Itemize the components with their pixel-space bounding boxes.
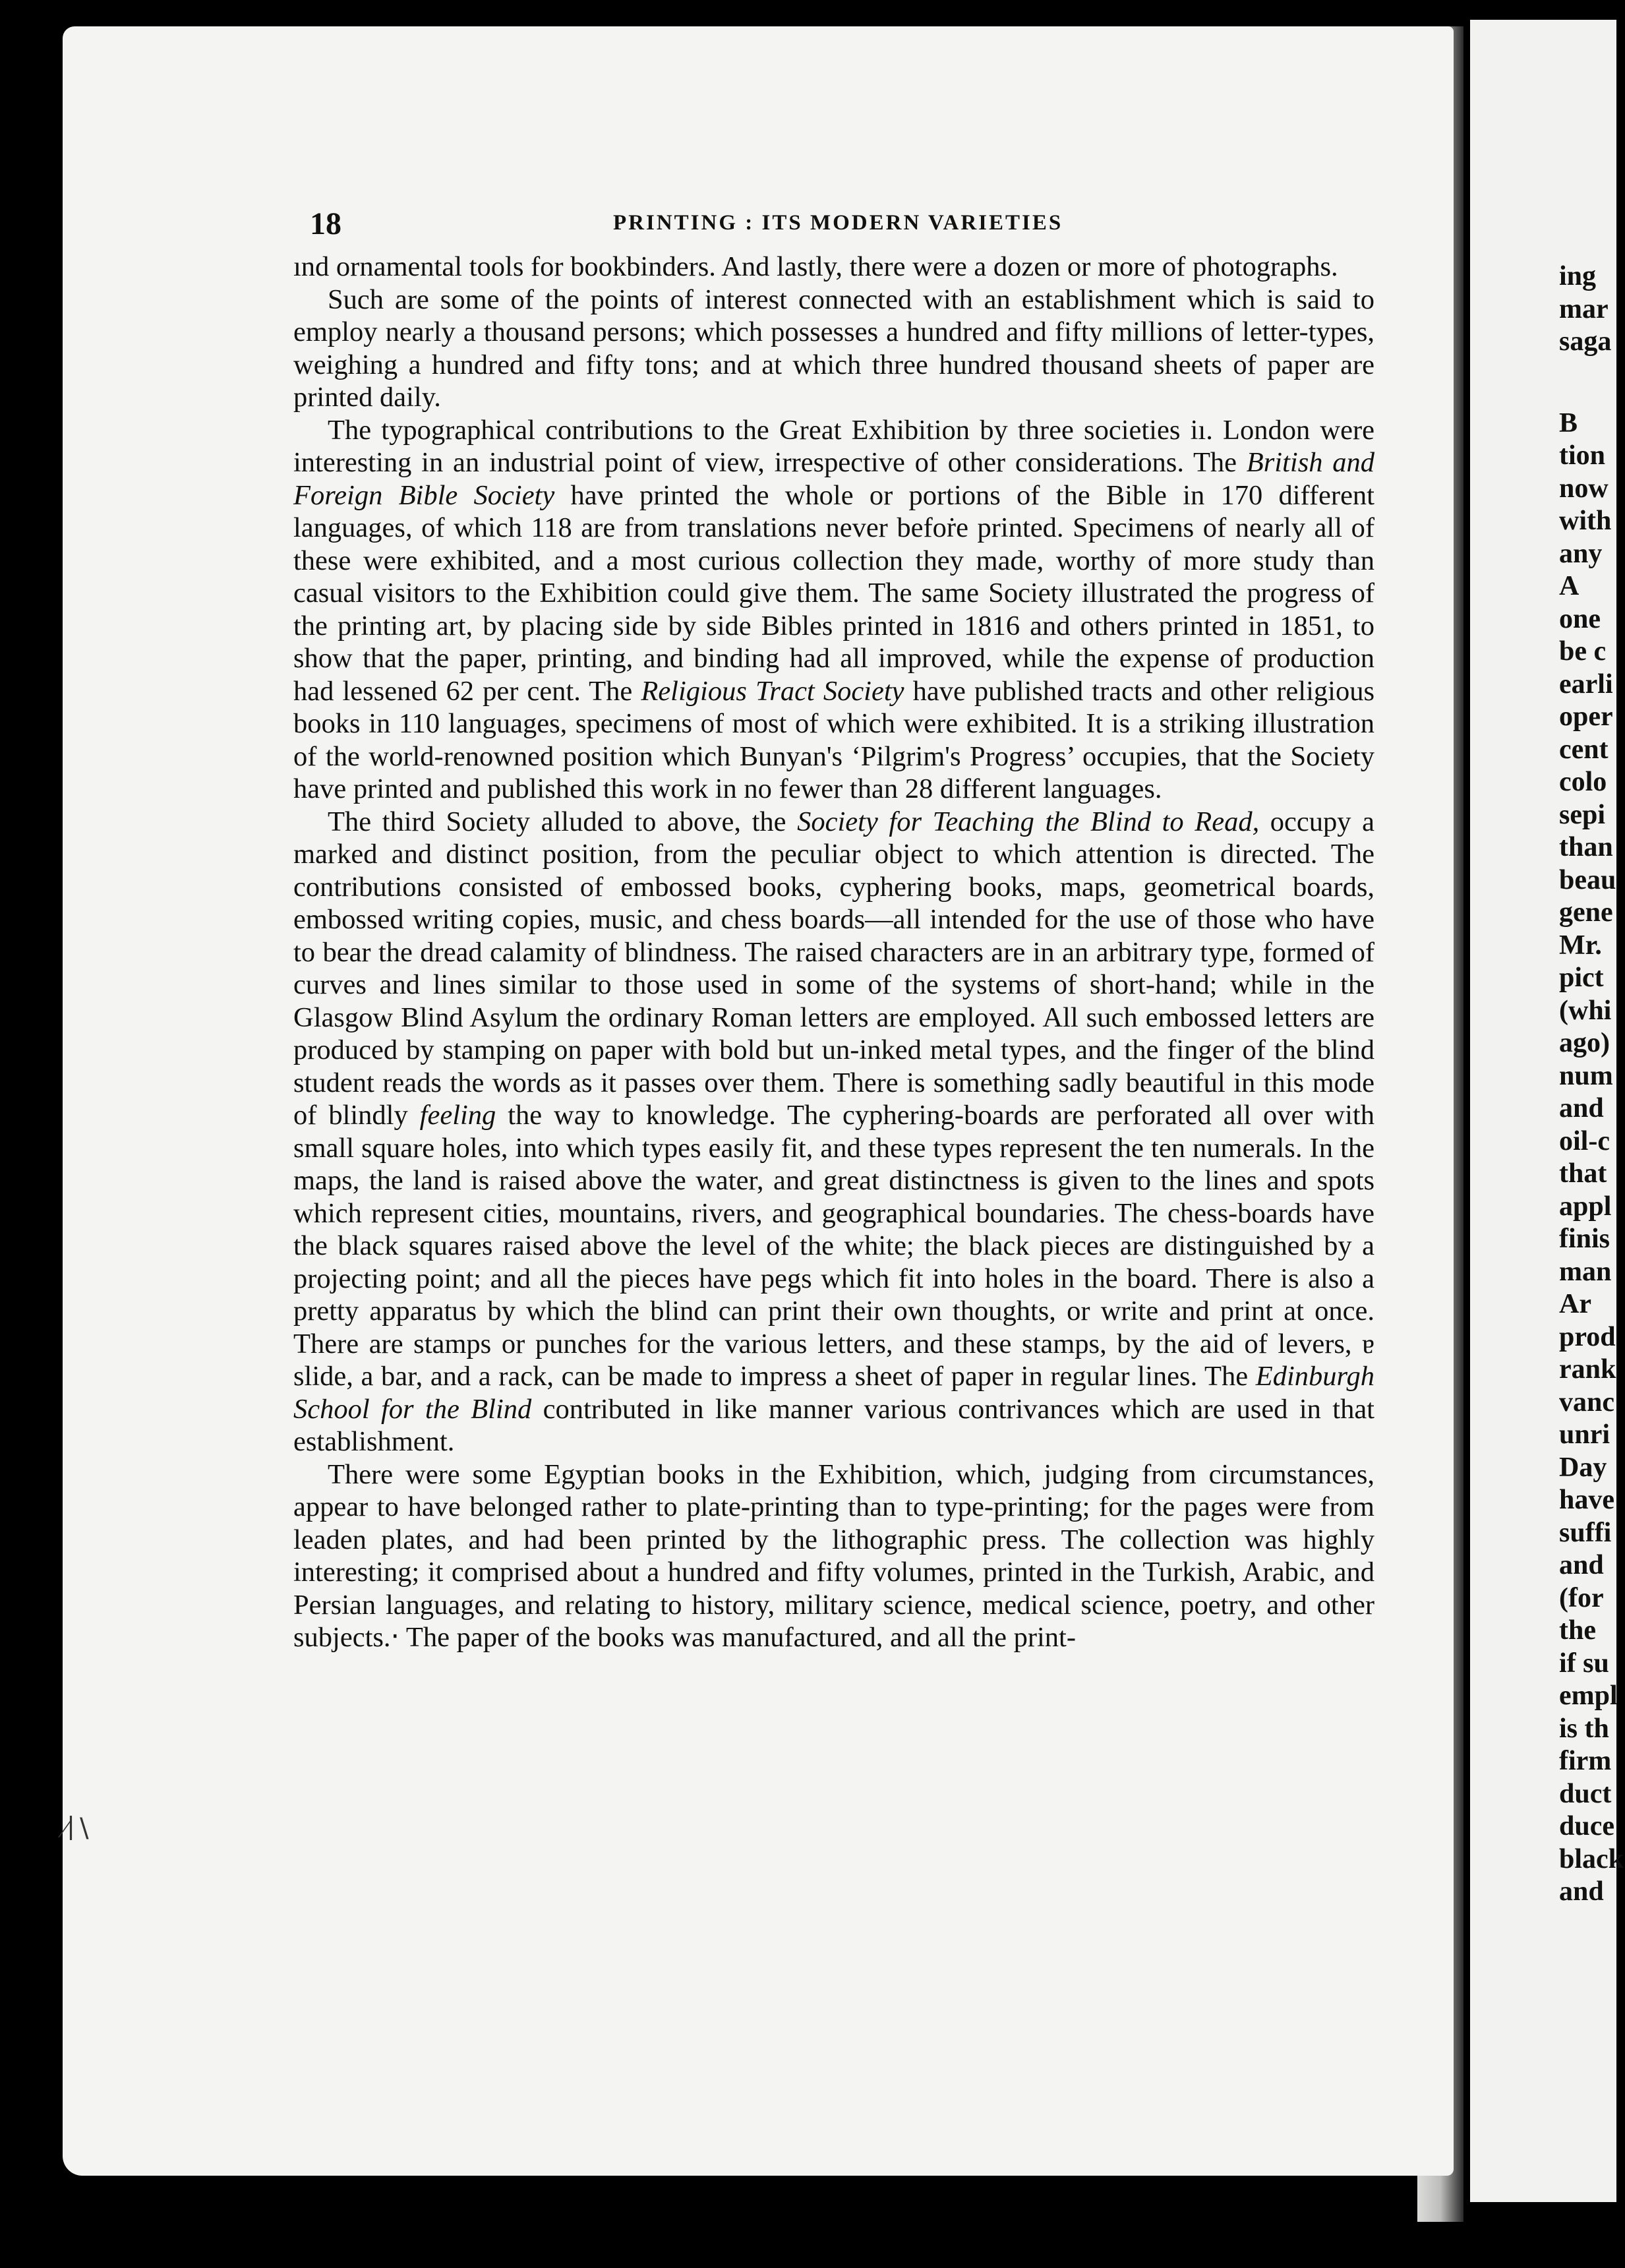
right-page-line: than [1559, 832, 1613, 862]
right-page-line: gene [1559, 897, 1613, 928]
paragraph [293, 251, 1374, 284]
paragraph-text: the way to knowledge. The cyphering-boards are perforated all over with small square holes, into which types easily fit, and these types represent the ten numerals. In the maps, the land is raised above the water, and great distinctness is given to the lines and spots which represent cities, mountains, rivers, and geographical boundaries. The chess-boards have the black squares raised above the level of the white; the black pieces are distinguished by a projecting point; and all the pieces have pegs which fit into holes in the board. There is also a pretty apparatus by which the blind can print their own thoughts, or write and print at once. There are stamps or punches for the various letters, and these stamps, by the aid of levers, ɐ slide, a bar, and a rack, can be made to impress a sheet of paper in regular lines. The [293, 1100, 1374, 1392]
right-page-line: num [1559, 1060, 1613, 1091]
right-page-line: ago) [1559, 1028, 1610, 1058]
italic-society-name: British and Foreign Bible Society [293, 447, 1374, 511]
right-page-line: is th [1559, 1713, 1609, 1744]
right-page-line: have [1559, 1485, 1614, 1515]
italic-emphasis: feeling [419, 1100, 496, 1131]
page-header [310, 206, 1365, 245]
italic-society-name: Edinburgh School for the Blind [293, 1361, 1374, 1425]
paragraph-text: The third Society alluded to above, the [328, 806, 798, 837]
paragraph-text: ınd ornamental tools for bookbinders. And lastly, there were a dozen or more of photographs. [293, 251, 1338, 282]
right-page-line: one [1559, 603, 1601, 634]
paragraph-text: The typographical contributions to the Great Exhibition by three societies iı. London were interesting in an industrial point of view, irrespective of other considerations. The [293, 414, 1374, 478]
right-page-line: Day [1559, 1452, 1607, 1483]
page-number: 18 [310, 206, 341, 241]
margin-marks: ∕∣∖ [63, 1814, 92, 1843]
paragraph-text: contributed in like manner various contrivances which are used in that establishment. [293, 1393, 1374, 1457]
right-page-line: oil-c [1559, 1125, 1610, 1156]
right-page-line: if su [1559, 1648, 1609, 1679]
right-page-line: man [1559, 1256, 1612, 1287]
right-page-line: and [1559, 1550, 1604, 1580]
right-page-line: (whi [1559, 995, 1612, 1026]
right-page-line: and [1559, 1093, 1604, 1123]
running-head: PRINTING : ITS MODERN VARIETIES [613, 211, 1063, 235]
right-page-line: empl [1559, 1681, 1618, 1711]
right-page-line: cent [1559, 734, 1609, 765]
right-page-line: saga [1559, 326, 1612, 357]
paragraph-text: occupy a marked and distinct position, from the peculiar object to which attention is directed. The contributions consisted of embossed books, cyphering books, maps, geometrical boards, embossed writing copies, music, and chess boards—all intended for the use of those who have to bear the dread calamity of blindness. The raised characters are in an arbitrary type, formed of curves and lines similar to those used in some of the systems of short-hand; while in the Glasgow Blind Asylum the ordinary Roman letters are employed. All such embossed letters are produced by stamping on paper with bold but un-inked metal types, and the finger of the blind student reads the words as it passes over them. There is something sadly beautiful in this mode of blindly [293, 806, 1374, 1131]
right-page-line: duct [1559, 1778, 1612, 1809]
right-page-text [1559, 260, 1625, 1909]
paragraph [293, 1458, 1374, 1654]
right-page-line: unri [1559, 1419, 1610, 1450]
right-page-line: and [1559, 1876, 1604, 1907]
right-page-line: any [1559, 538, 1603, 569]
right-page-line: sepi [1559, 799, 1606, 830]
right-page-line: colo [1559, 767, 1607, 797]
paragraph [293, 414, 1374, 806]
right-page-line: ing [1559, 261, 1597, 291]
right-page-line: duce [1559, 1811, 1614, 1841]
right-page-line: A [1559, 571, 1580, 601]
paragraph [293, 806, 1374, 1458]
right-page-line: rank [1559, 1354, 1616, 1385]
right-page-line: black [1559, 1843, 1624, 1874]
right-page-line: earli [1559, 669, 1613, 700]
right-page-line: be c [1559, 636, 1607, 667]
right-page-line: that [1559, 1158, 1607, 1189]
right-page-line: now [1559, 473, 1609, 504]
right-page-line: with [1559, 506, 1612, 536]
paragraph-text: have published tracts and other religious books in 110 languages, specimens of most of which were exhibited. It is a striking illustration of the world-renowned position which Bunyan's ‘Pilgrim's Progress’ occupies, that the Society have printed and published this work in no fewer than 28 different languages. [293, 675, 1375, 804]
right-page-line: pict [1559, 963, 1604, 993]
right-page-line: firm [1559, 1746, 1612, 1776]
right-page-line: (for [1559, 1582, 1604, 1613]
body-text [293, 251, 1374, 1654]
right-page-line: finis [1559, 1224, 1610, 1254]
paragraph-text: There were some Egyptian books in the Exhibition, which, judging from circumstances, appear to have belonged rather to plate-printing than to type-printing; for the pages were from leaden plates, and had been printed by the lithographic press. The collection was highly interesting; it comprised about a hundred and fifty volumes, printed in the Turkish, Arabic, and Persian languages, and relating to history, military science, medical science, poetry, and other subjects.‧ The paper of the books was manufactured, and all the print- [293, 1458, 1374, 1653]
right-page-line: B [1559, 407, 1578, 438]
paragraph-text: have printed the whole or portions of the Bible in 170 different languages, of which 118 are from translations never befoṙe printed. Specimens of nearly all of these were exhibited, and a most curious collection they made, worthy of more study than casual visitors to the Exhibition could give them. The same Society illustrated the progress of the printing art, by placing side by side Bibles printed in 1816 and others printed in 1851, to show that the paper, printing, and binding had all improved, while the expense of production had lessened 62 per cent. The [293, 479, 1374, 707]
right-page-line [1559, 359, 1625, 407]
right-page-line: Mr. [1559, 930, 1602, 961]
right-page-line: vanc [1559, 1387, 1614, 1418]
paragraph-text: Such are some of the points of interest connected with an establishment which is said to employ nearly a thousand persons; which possesses a hundred and fifty millions of letter-types, weighing a hundred and fifty tons; and at which three hundred thousand sheets of paper are printed daily. [293, 284, 1374, 413]
right-page-line: Ar [1559, 1289, 1591, 1319]
right-page-line: oper [1559, 701, 1613, 732]
paragraph [293, 284, 1374, 414]
right-page-line: the [1559, 1615, 1596, 1646]
right-page-line: mar [1559, 293, 1609, 324]
right-page-line: prod [1559, 1321, 1616, 1352]
italic-society-name: Religious Tract Society [641, 675, 904, 707]
right-page-line: suffi [1559, 1517, 1612, 1548]
right-page-line: beau [1559, 864, 1616, 895]
right-page-line: tion [1559, 440, 1606, 471]
italic-society-name: Society for Teaching the Blind to Read, [797, 806, 1260, 837]
right-page-line: appl [1559, 1191, 1612, 1222]
